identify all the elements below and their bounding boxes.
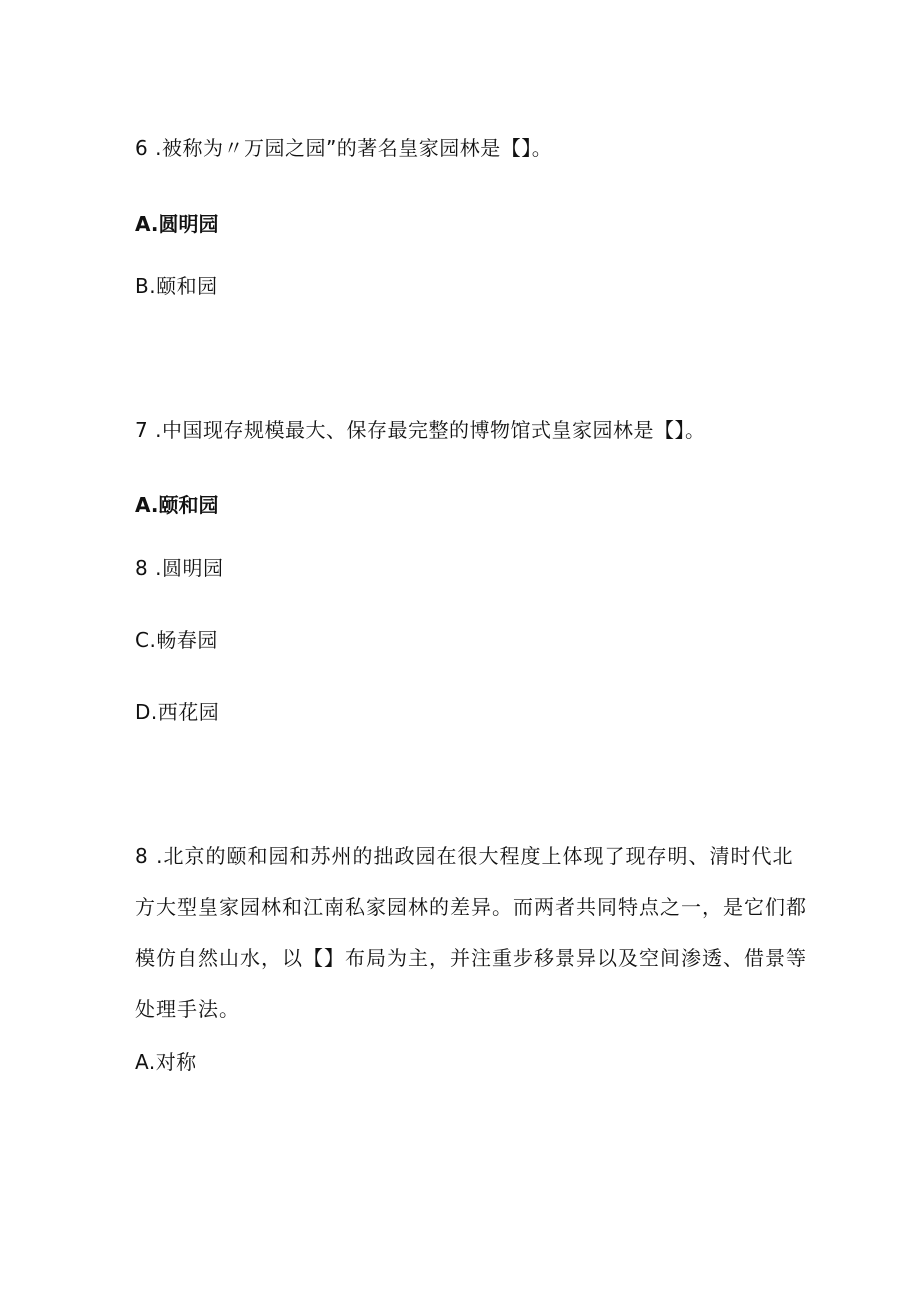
question-7-stem: 7 .中国现存规模最大、保存最完整的博物馆式皇家园林是【】。 <box>135 418 706 442</box>
question-7-option-c: C.畅春园 <box>135 628 218 652</box>
question-7-option-d: D.西花园 <box>135 700 220 724</box>
question-7-option-b: 8 .圆明园 <box>135 556 224 580</box>
question-8-stem-line: 模仿自然山水，以【】布局为主，并注重步移景异以及空间渗透、借景等 <box>135 946 807 970</box>
question-8-option-a: A.对称 <box>135 1050 197 1074</box>
question-7-option-a: A.颐和园 <box>135 493 219 517</box>
question-6-option-a: A.圆明园 <box>135 212 219 236</box>
question-6-stem: 6 .被称为〃万园之园”的著名皇家园林是【】。 <box>135 136 553 160</box>
question-8-stem-line: 处理手法。 <box>135 997 240 1021</box>
question-8-stem-line: 方大型皇家园林和江南私家园林的差异。而两者共同特点之一，是它们都 <box>135 895 807 919</box>
question-8-stem <box>135 831 807 1035</box>
question-8-stem-line: 8 .北京的颐和园和苏州的拙政园在很大程度上体现了现存明、清时代北 <box>135 844 794 868</box>
question-6-option-b: B.颐和园 <box>135 274 218 298</box>
